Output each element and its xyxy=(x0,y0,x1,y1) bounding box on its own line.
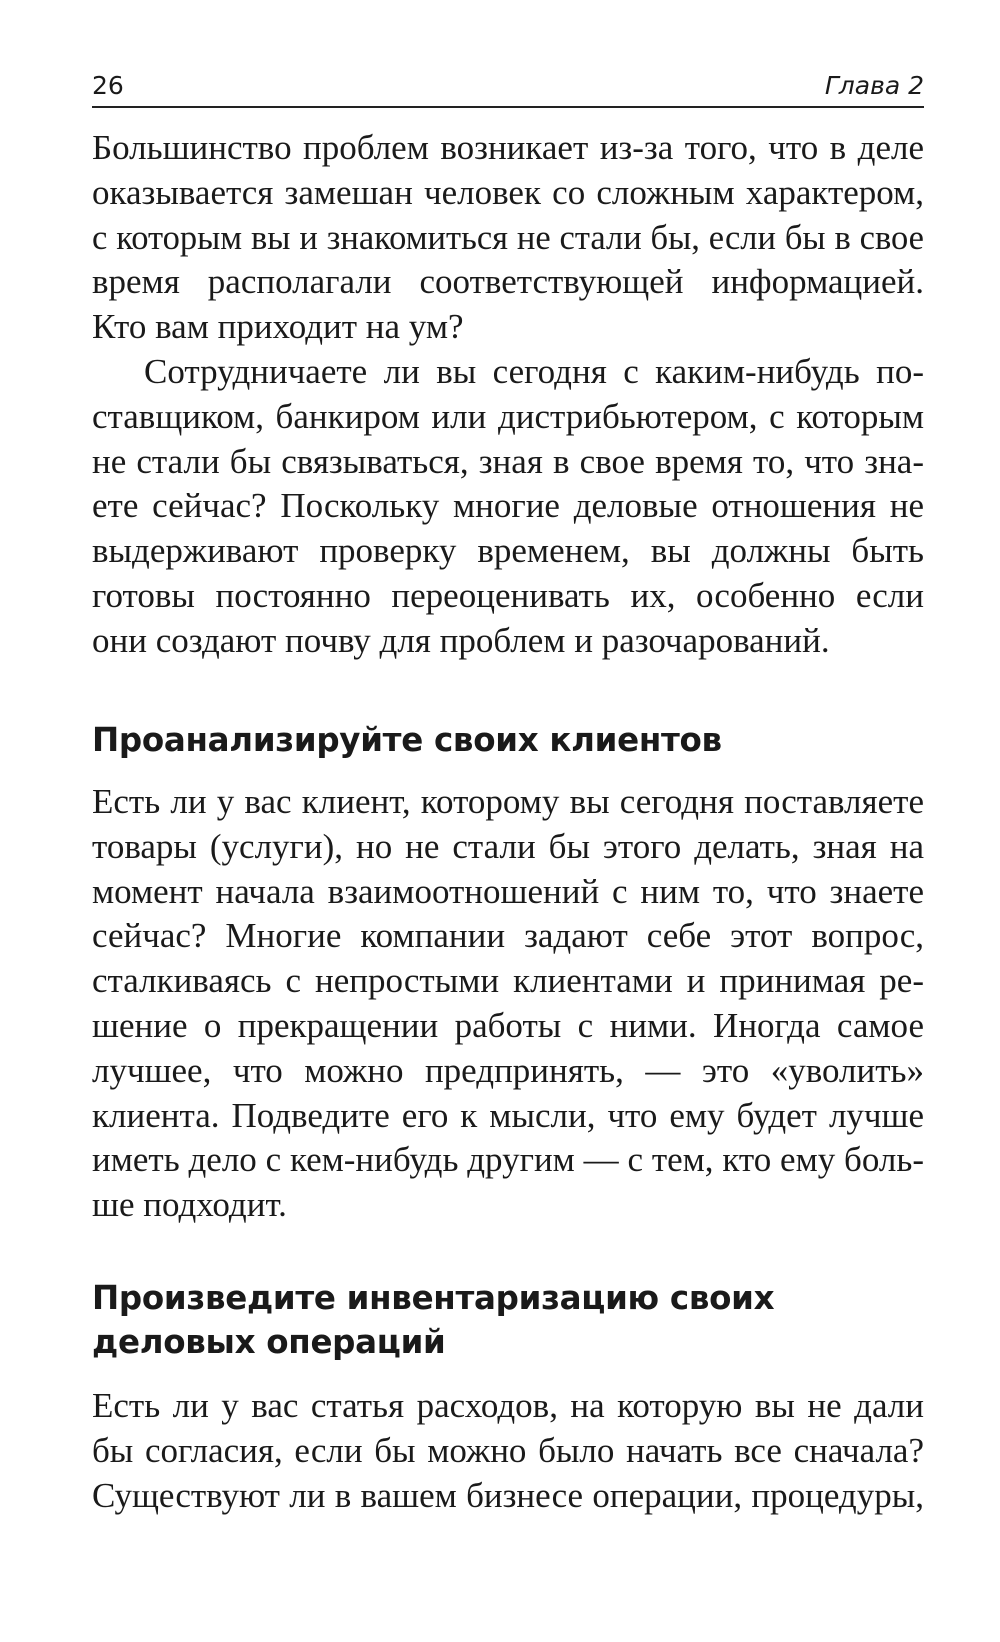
text-line: иметь дело с кем-нибудь другим — с тем, кто ему боль- xyxy=(92,1140,924,1180)
intro-paragraph-2 xyxy=(92,350,924,664)
text-line: они создают почву для проблем и разочарований. xyxy=(92,620,830,660)
page-number: 26 xyxy=(92,71,124,100)
text-line: бы согласия, если бы можно было начать все сначала? xyxy=(92,1430,924,1470)
running-header xyxy=(92,70,924,108)
text-line: с которым вы и знакомиться не стали бы, если бы в свое xyxy=(92,218,924,257)
text-line: сталкиваясь с непростыми клиентами и принимая ре- xyxy=(92,961,924,1001)
chapter-label: Глава 2 xyxy=(824,71,924,100)
text-line: выдерживают проверку временем, вы должны быть xyxy=(92,531,924,571)
text-line: момент начала взаимоотношений с ним то, что знаете xyxy=(92,871,924,911)
text-line: ете сейчас? Поскольку многие деловые отношения не xyxy=(92,486,924,526)
text-line: оказывается замешан человек со сложным характером, xyxy=(92,172,924,212)
section-clients-paragraph xyxy=(92,780,924,1228)
text-line: лучшее, что можно предпринять, — это «уволить» xyxy=(92,1050,924,1090)
section-heading-operations xyxy=(92,1276,924,1364)
heading-line: Произведите инвентаризацию своих xyxy=(92,1279,775,1317)
text-line: готовы постоянно переоценивать их, особенно если xyxy=(92,575,924,615)
text-line: Кто вам приходит на ум? xyxy=(92,307,464,347)
text-line: ставщиком, банкиром или дистрибьютером, с которым xyxy=(92,396,924,436)
text-line: шение о прекращении работы с ними. Иногда самое xyxy=(92,1005,924,1045)
text-line: время располагали соответствующей информацией. xyxy=(92,262,924,302)
heading-line: Проанализируйте своих клиентов xyxy=(92,721,722,759)
heading-line: деловых операций xyxy=(92,1323,446,1361)
section-heading-clients xyxy=(92,718,924,762)
section-operations-paragraph xyxy=(92,1384,924,1518)
text-line: Существуют ли в вашем бизнесе операции, процедуры, xyxy=(92,1475,924,1515)
text-line: Есть ли у вас клиент, которому вы сегодня поставляете xyxy=(92,782,924,821)
text-line: клиента. Подведите его к мысли, что ему будет лучше xyxy=(92,1095,924,1135)
text-line: ше подходит. xyxy=(92,1185,287,1225)
text-line: сейчас? Многие компании задают себе этот вопрос, xyxy=(92,916,924,956)
text-line: Сотрудничаете ли вы сегодня с каким-нибудь по- xyxy=(144,352,924,391)
text-line: не стали бы связываться, зная в свое время то, что зна- xyxy=(92,441,924,481)
text-line: товары (услуги), но не стали бы этого делать, зная на xyxy=(92,826,924,866)
text-line: Большинство проблем возникает из-за того, что в деле xyxy=(92,128,924,167)
intro-paragraph-1 xyxy=(92,126,924,350)
text-line: Есть ли у вас статья расходов, на которую вы не дали xyxy=(92,1386,924,1425)
